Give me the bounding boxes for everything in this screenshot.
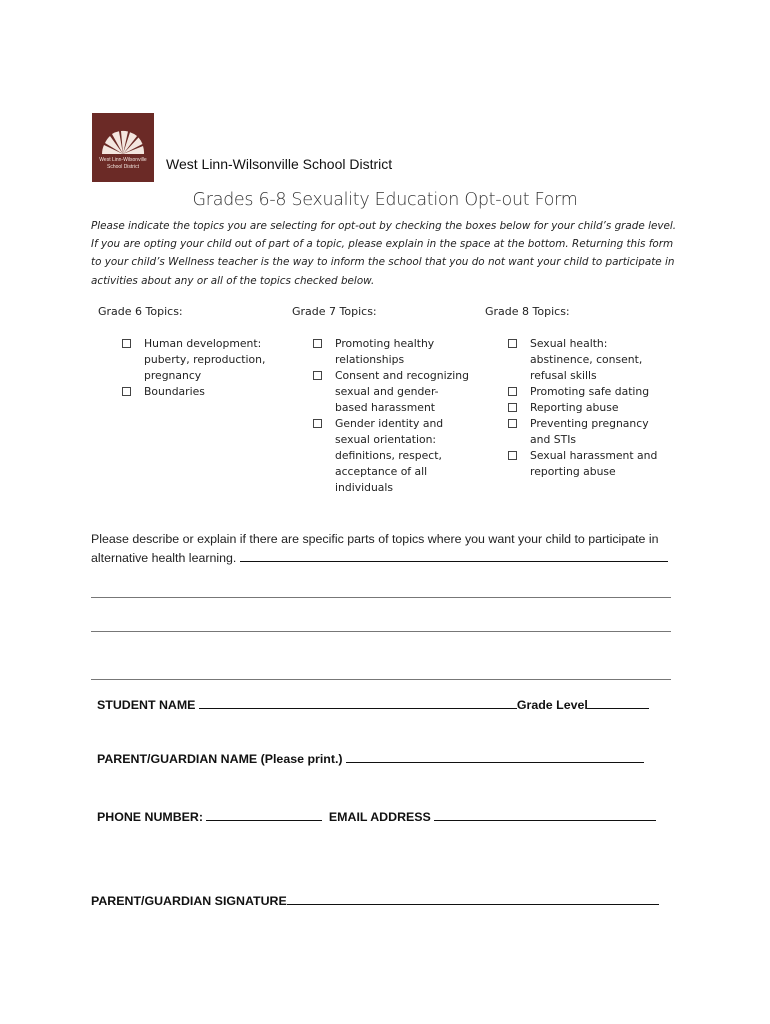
parent-name-row	[97, 750, 644, 766]
email-label: EMAIL ADDRESS	[328, 810, 431, 824]
parent-name-field[interactable]	[346, 750, 644, 763]
email-field[interactable]	[434, 808, 656, 821]
explanation-line-1[interactable]	[240, 549, 668, 562]
district-name: West Linn-Wilsonville School District	[166, 156, 393, 172]
topic-item	[122, 336, 278, 384]
logo-text: West Linn-Wilsonville School District	[99, 157, 147, 170]
topic-item	[313, 416, 472, 496]
grade-level-label: Grade Level	[516, 698, 588, 712]
topic-checkbox[interactable]	[313, 339, 322, 348]
topic-label: Promoting healthy relationships	[335, 337, 435, 366]
topic-label: Reporting abuse	[530, 401, 619, 414]
grade-7-heading: Grade 7 Topics:	[292, 305, 377, 318]
form-instructions: Please indicate the topics you are selecting for opt-out by checking the boxes below for your child’s grade level. If you are opting your child out of part of a topic, please explain in the space at the bottom. Returning this form to your child’s Wellness teacher is the way to inform the school that you do not want your child to participate in activities about any or all of the topics checked below.	[91, 220, 677, 287]
topic-item	[508, 416, 665, 448]
topic-label: Promoting safe dating	[530, 385, 650, 398]
student-name-field[interactable]	[199, 696, 517, 709]
explanation-line-2[interactable]	[91, 597, 671, 598]
topic-label: Boundaries	[144, 385, 205, 398]
topic-label: Human development: puberty, reproduction, pregnancy	[144, 337, 266, 382]
topic-checkbox[interactable]	[508, 403, 517, 412]
topic-item	[508, 384, 665, 400]
topic-checkbox[interactable]	[508, 451, 517, 460]
topic-item	[313, 368, 472, 416]
explanation-prompt	[91, 531, 691, 567]
topic-item	[508, 448, 665, 480]
explanation-line-4[interactable]	[91, 679, 671, 680]
topic-checkbox[interactable]	[508, 387, 517, 396]
phone-label: PHONE NUMBER:	[97, 810, 204, 824]
student-name-row	[97, 696, 649, 712]
topic-item	[313, 336, 472, 368]
topic-checkbox[interactable]	[122, 387, 131, 396]
topic-label: Sexual health: abstinence, consent, refusal skills	[530, 337, 643, 382]
grade-8-heading: Grade 8 Topics:	[485, 305, 570, 318]
topic-checkbox[interactable]	[313, 419, 322, 428]
student-name-label: STUDENT NAME	[97, 698, 196, 712]
topic-label: Sexual harassment and reporting abuse	[530, 449, 658, 478]
grade-6-column	[98, 305, 278, 400]
topic-checkbox[interactable]	[313, 371, 322, 380]
topic-item	[122, 384, 278, 400]
topic-checkbox[interactable]	[508, 339, 517, 348]
sunburst-logo-icon	[98, 118, 148, 156]
topic-label: Gender identity and sexual orientation: definitions, respect, acceptance of all individuals	[335, 417, 444, 494]
signature-label: PARENT/GUARDIAN SIGNATURE	[91, 894, 287, 908]
topic-label: Preventing pregnancy and STIs	[530, 417, 649, 446]
topic-item	[508, 336, 665, 384]
explanation-line-3[interactable]	[91, 631, 671, 632]
grade-7-column	[292, 305, 472, 496]
form-title: Grades 6-8 Sexuality Education Opt-out Form	[192, 190, 578, 210]
phone-field[interactable]	[206, 808, 322, 821]
topic-item	[508, 400, 665, 416]
explanation-text: Please describe or explain if there are specific parts of topics where you want your child to participate in alternative health learning.	[91, 532, 659, 565]
district-logo	[92, 113, 154, 182]
topic-label: Consent and recognizing sexual and gender-based harassment	[335, 369, 469, 414]
signature-row	[91, 892, 659, 908]
topic-checkbox[interactable]	[122, 339, 131, 348]
parent-name-label: PARENT/GUARDIAN NAME (Please print.)	[97, 752, 343, 766]
topic-checkbox[interactable]	[508, 419, 517, 428]
grade-8-column	[485, 305, 665, 480]
grade-level-field[interactable]	[587, 696, 649, 709]
grade-6-heading: Grade 6 Topics:	[98, 305, 183, 318]
signature-field[interactable]	[287, 892, 659, 905]
contact-row	[97, 808, 656, 824]
